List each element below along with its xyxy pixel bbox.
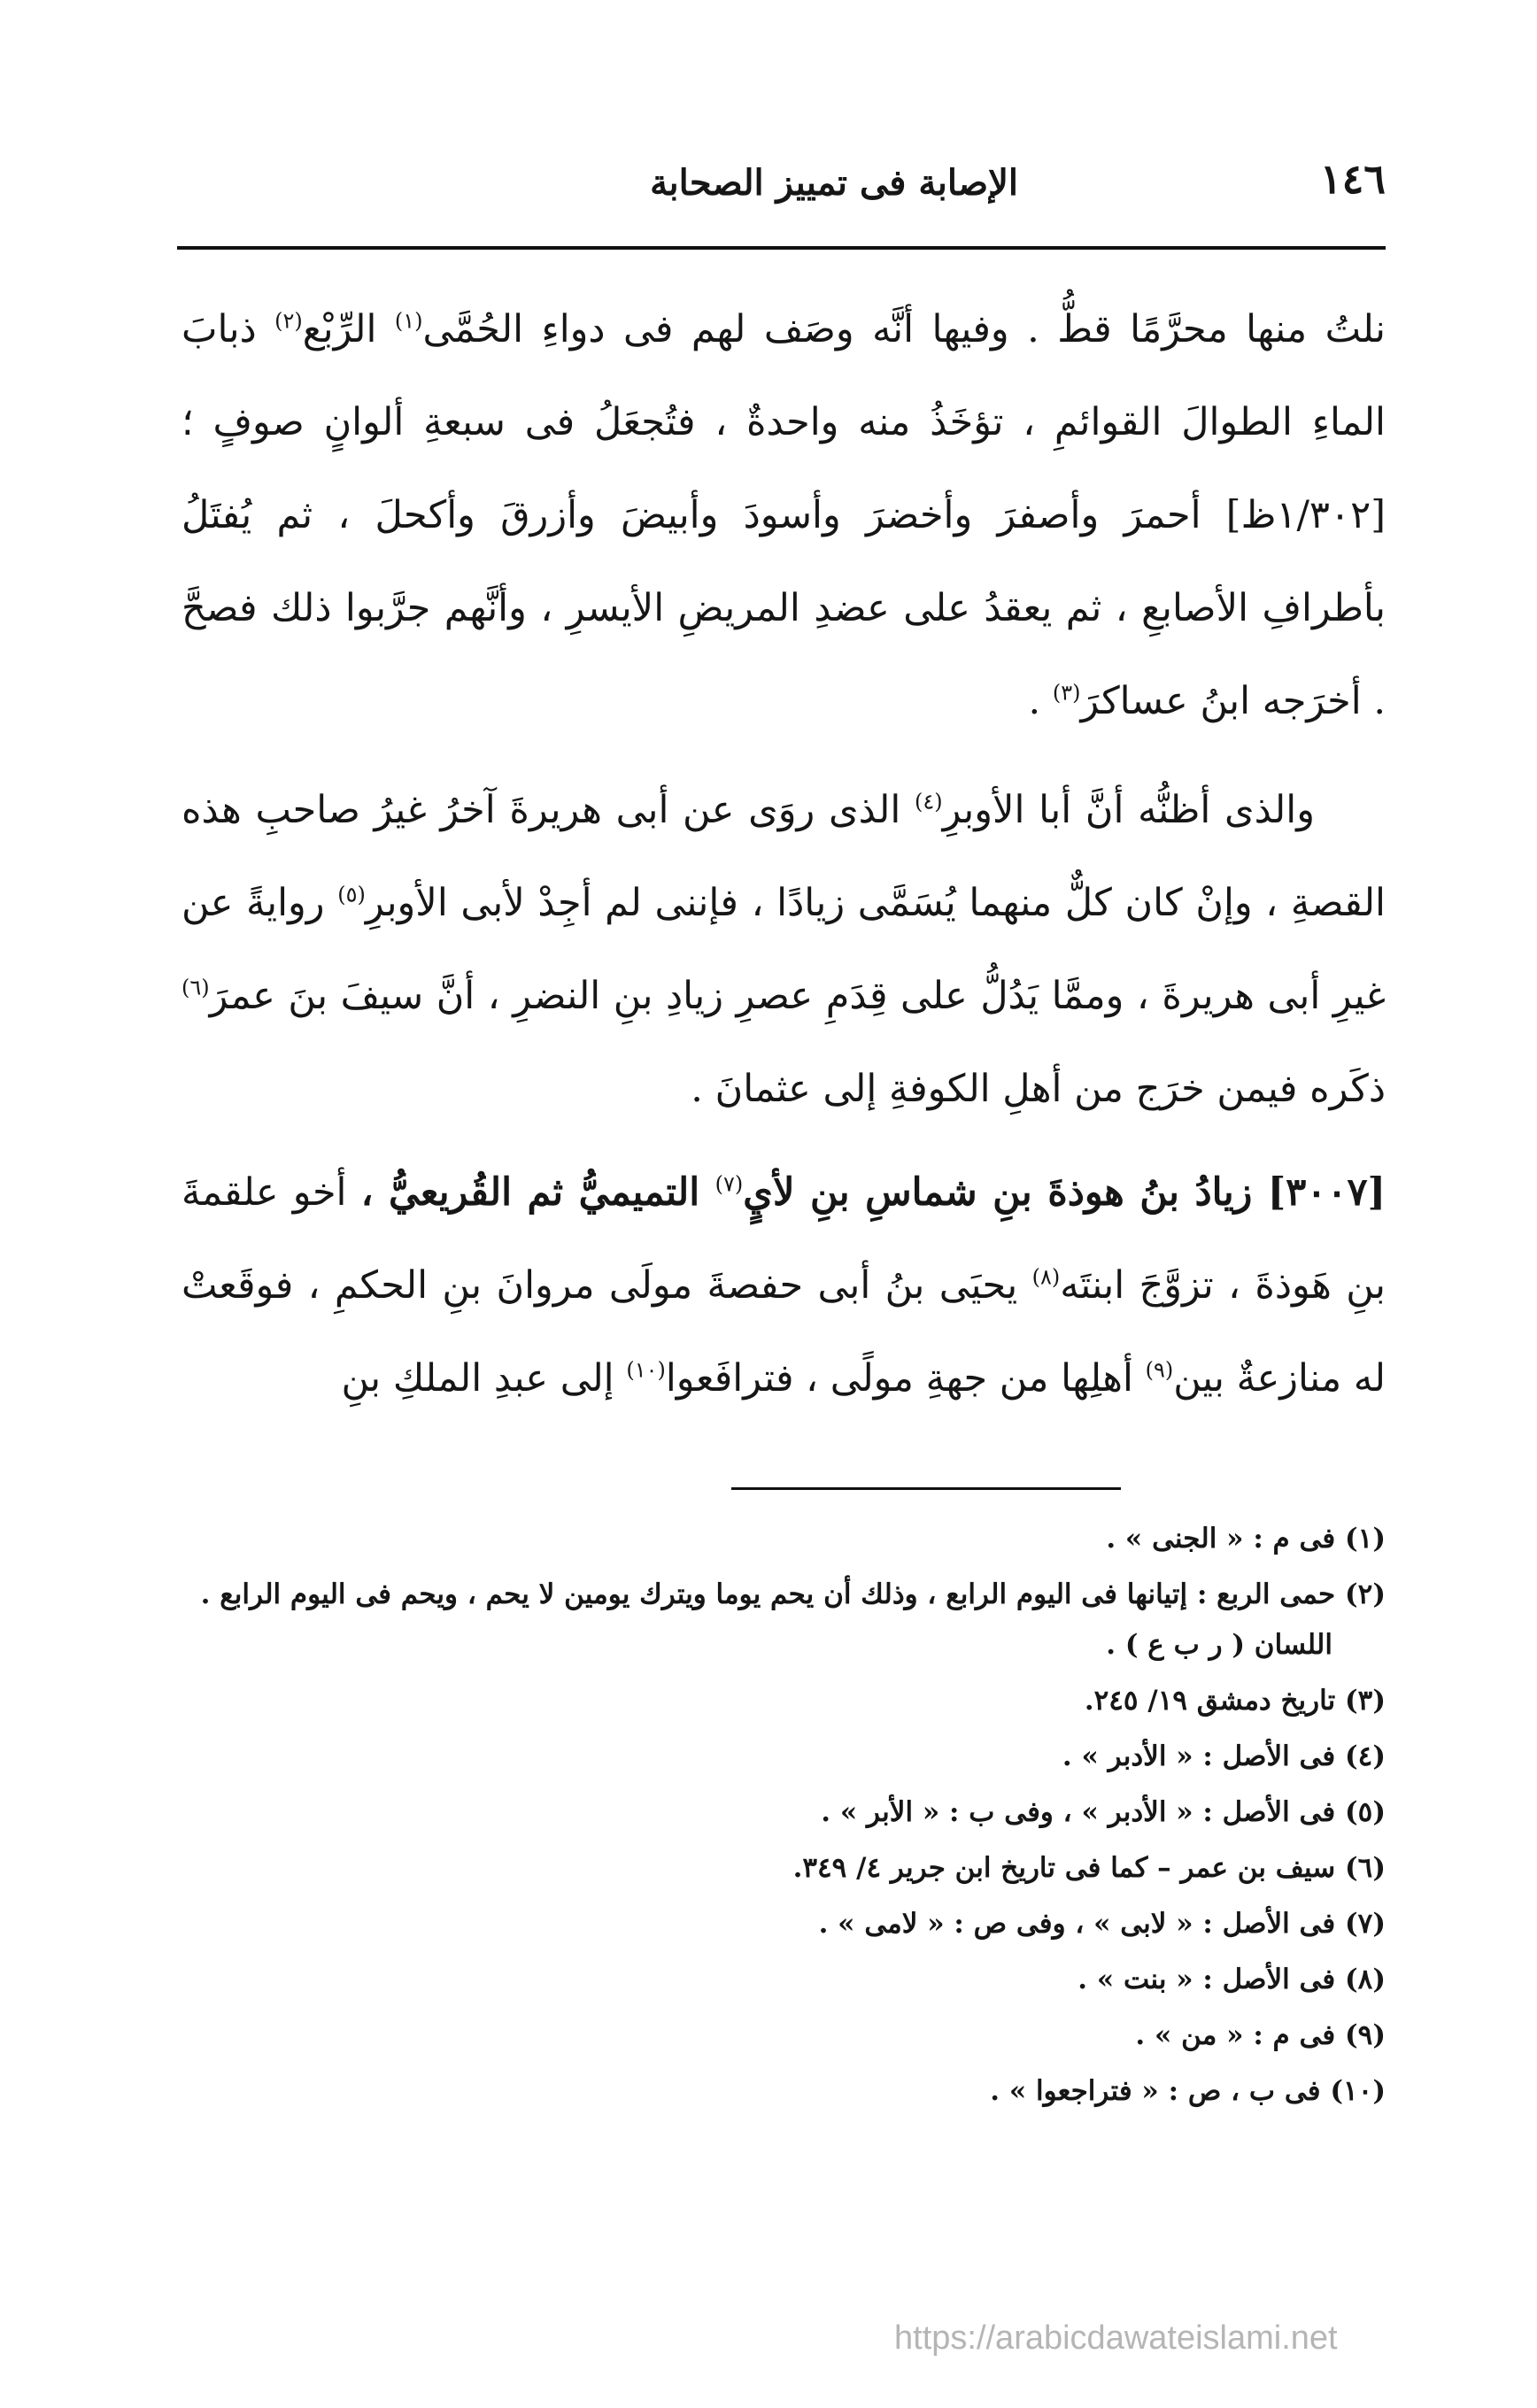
footnote-item: [173, 1843, 1386, 1894]
footnote-text: فى الأصل : « لابى » ، وفى ص : « لامى » .: [818, 1908, 1336, 1940]
footnote-marker[interactable]: (٦): [182, 975, 210, 1000]
footnote-number: (١٠): [1330, 2075, 1386, 2107]
footnote-text: فى م : « الجنى » .: [1106, 1523, 1336, 1555]
footnote-number: (٦): [1345, 1852, 1386, 1884]
footnote-item: [173, 1676, 1386, 1726]
footnote-text: سيف بن عمر – كما فى تاريخ ابن جرير ٤/ ٣٤٩.: [792, 1852, 1336, 1884]
footnote-item: [173, 2011, 1386, 2061]
page-header: [177, 155, 1386, 226]
footnote-item: [173, 1899, 1386, 1949]
footnote-number: (٣): [1345, 1685, 1386, 1717]
footnote-marker[interactable]: (٣): [1052, 680, 1081, 706]
footnote-number: (١): [1345, 1523, 1386, 1555]
text-run: ذكَره فيمن خرَج من أهلِ الكوفةِ إلى عثمانَ .: [691, 1067, 1386, 1111]
footnote-text: تاريخ دمشق ١٩/ ٢٤٥.: [1084, 1685, 1336, 1717]
header-rule: [177, 246, 1386, 250]
text-run: نلتُ منها محرَّمًا قطُّ . وفيها أنَّه وصَف لهم فى دواءِ الحُمَّى: [422, 307, 1386, 351]
text-run: أخو علقمةَ بنِ هَوذةَ ، تزوَّجَ ابنتَه: [182, 1170, 1386, 1308]
footnote-text: فى م : « من » .: [1135, 2019, 1336, 2051]
footnote-number: (٨): [1345, 1964, 1386, 1995]
text-run: يحيَى بنُ أبى حفصةَ مولَى مروانَ بنِ الحكمِ ، فوقَعتْ له منازعةٌ بين: [182, 1263, 1386, 1401]
footnote-marker[interactable]: (١): [394, 308, 423, 334]
text-run: روايةً عن غيرِ أبى هريرةَ ، وممَّا يَدُلُّ على قِدَمِ عصرِ زيادِ بنِ النضرِ ، أنَّ سيفَ بنَ عمرَ: [182, 881, 1386, 1018]
paragraph-1: [182, 283, 1386, 748]
footnote-text: فى ب ، ص : « فتراجعوا » .: [990, 2075, 1321, 2107]
footnote-number: (٩): [1345, 2019, 1386, 2051]
footnote-marker[interactable]: (٢): [274, 308, 303, 334]
footnote-item: [173, 1732, 1386, 1782]
text-run: أهلِها من جهةِ مولًى ، فترافَعوا: [665, 1356, 1146, 1401]
running-title: الإصابة فى تمييز الصحابة: [650, 162, 1018, 204]
footnote-item: [173, 1787, 1386, 1838]
footnote-text-continued: اللسان ( ر ب ع ) .: [1106, 1629, 1332, 1661]
footnote-marker[interactable]: (٥): [337, 882, 366, 907]
paragraph-2: [182, 764, 1386, 1136]
footnote-item: [173, 2066, 1386, 2117]
footnote-text: فى الأصل : « الأدبر » .: [1062, 1740, 1336, 1772]
text-run: إلى عبدِ الملكِ بنِ: [341, 1356, 627, 1401]
footnote-rule: [731, 1487, 1121, 1490]
text-run: ذبابَ الماءِ الطوالَ القوائمِ ، تؤخَذُ منه واحدةٌ ، فتُجعَلُ فى سبعةِ ألوانٍ صوفٍ ؛ [١/٣٠٢ظ] أحمرَ وأصفرَ وأخضرَ وأسودَ وأبيضَ وأزرقَ وأكحلَ ، ثم يُفتَلُ بأطرافِ الأصابعِ ، ثم يعقدُ على عضدِ المريضِ الأيسرِ ، وأنَّهم جرَّبوا ذلك فصحَّ . أخرَجه ابنُ عساكرَ: [182, 307, 1386, 723]
footnote-item: [173, 1514, 1386, 1564]
entry-heading: التميميُّ ثم القُريعيُّ ،: [360, 1170, 715, 1215]
footnote-item: [173, 1955, 1386, 2005]
main-text: [182, 283, 1386, 1425]
text-run: والذى أظنُّه أنَّ أبا الأوبرِ: [942, 788, 1315, 832]
text-run: الذى روَى عن أبى هريرةَ آخرُ غيرُ صاحبِ هذه القصةِ ، وإنْ كان كلٌّ منهما يُسَمَّى زيادًا ، فإننى لم أجِدْ لأبى الأوبرِ: [182, 788, 1386, 925]
footnote-marker[interactable]: (٤): [914, 789, 943, 814]
footnote-marker[interactable]: (٧): [714, 1171, 744, 1197]
footnote-number: (٤): [1345, 1740, 1386, 1772]
entry-3007: [182, 1146, 1386, 1425]
footnote-marker[interactable]: (٨): [1031, 1264, 1061, 1290]
text-run: الرِّبْع: [302, 307, 395, 351]
entry-heading: [٣٠٠٧] زيادُ بنُ هوذةَ بنِ شماسِ بنِ لأيٍ: [743, 1170, 1386, 1215]
footnote-number: (٧): [1345, 1908, 1386, 1940]
footnote-text: فى الأصل : « الأدبر » ، وفى ب : « الأبر » .: [821, 1796, 1336, 1828]
footnote-text: حمى الربع : إتيانها فى اليوم الرابع ، وذلك أن يحم يوما ويترك يومين لا يحم ، ويحم فى اليوم الرابع .: [200, 1578, 1336, 1610]
footnotes-list: [173, 1514, 1386, 2122]
footnote-text: فى الأصل : « بنت » .: [1077, 1964, 1336, 1995]
footnote-item: [173, 1570, 1386, 1671]
footnote-marker[interactable]: (٩): [1145, 1357, 1174, 1383]
footnote-number: (٥): [1345, 1796, 1386, 1828]
watermark-url: https://arabicdawateislami.net: [894, 2319, 1338, 2357]
footnote-number: (٢): [1345, 1578, 1386, 1610]
page-number: ١٤٦: [1319, 155, 1386, 203]
footnote-marker[interactable]: (١٠): [626, 1357, 666, 1383]
text-run: .: [1028, 679, 1053, 723]
